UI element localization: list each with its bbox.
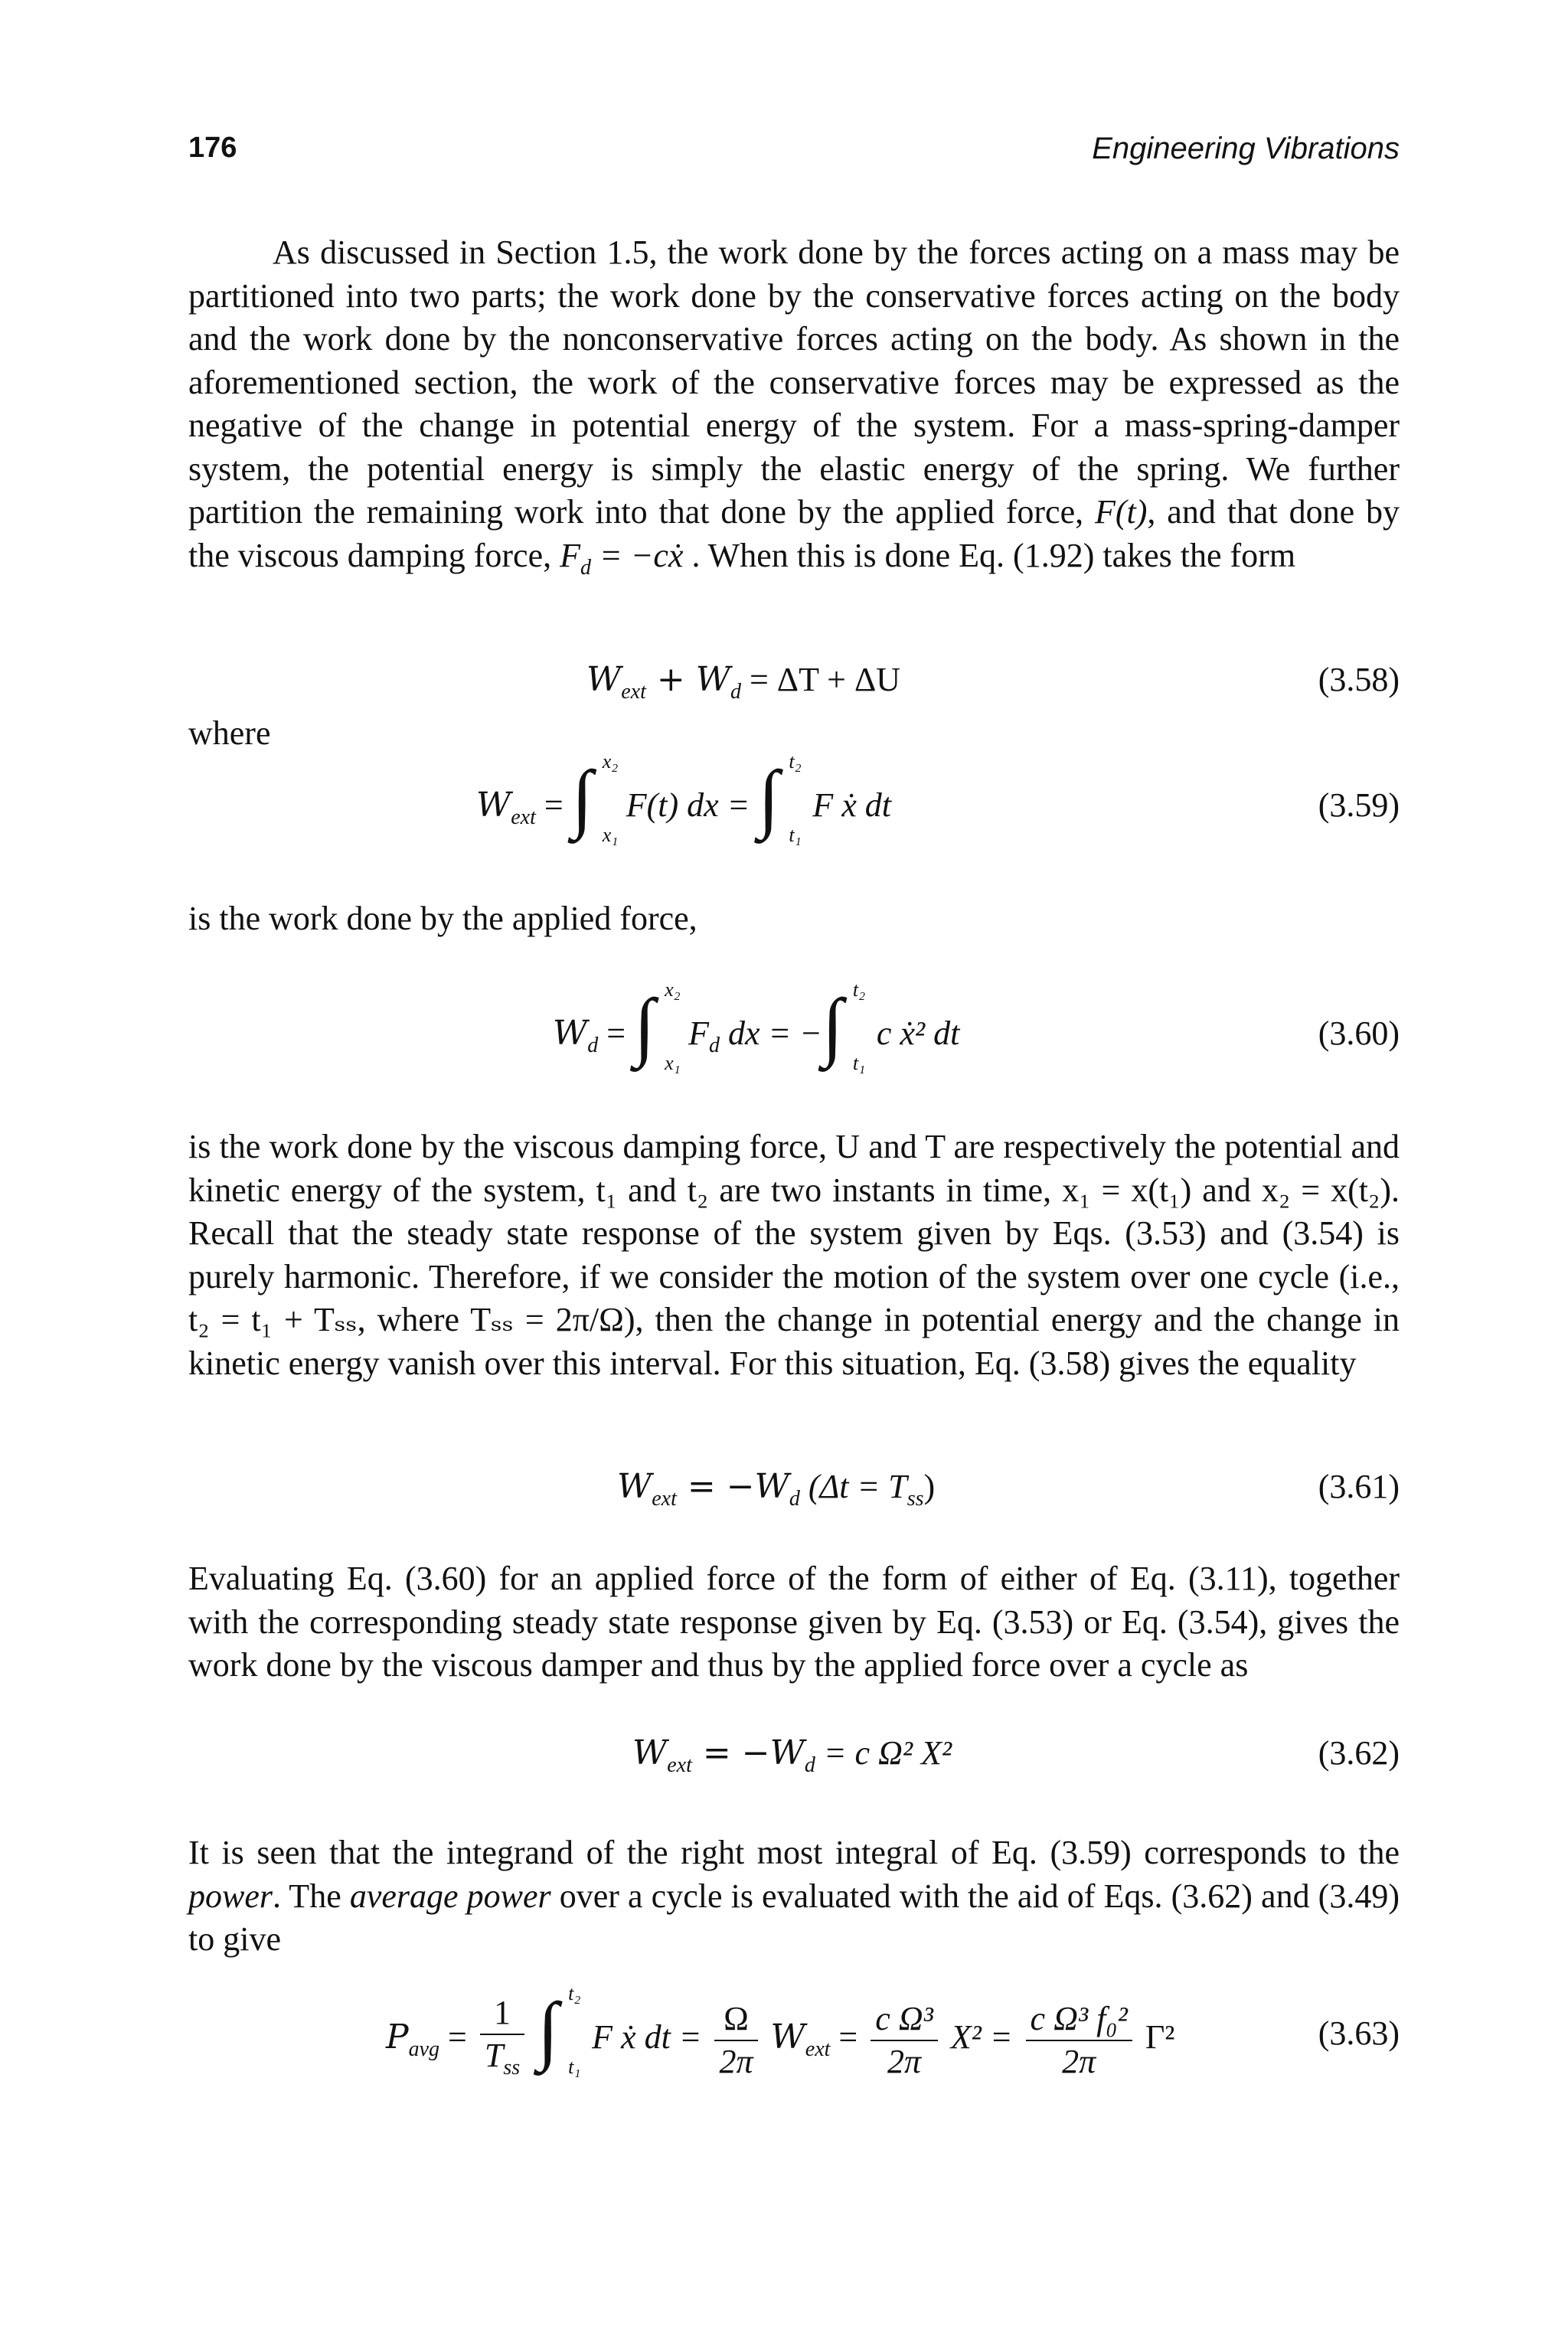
equation-number: (3.58) xyxy=(1318,661,1400,698)
paragraph-applied-force: is the work done by the applied force, xyxy=(188,900,697,937)
equation-number: (3.62) xyxy=(1318,1734,1400,1772)
equation-number: (3.63) xyxy=(1318,2014,1400,2052)
equation-3-59: $W_{ext}$ = ∫ x₂ x₁ F(t) dx = ∫ t₂ t₁ F ẋ dt (3.59) xyxy=(476,750,1400,846)
page-number: 176 xyxy=(188,132,237,164)
fraction-one-over-tss: $\frac{1}{T_{ss}}$ xyxy=(480,1992,524,2089)
paragraph-power: It is seen that the integrand of the right most integral of Eq. (3.59) corresponds to the power. The average power over a cycle is evaluated with the aid of Eqs. (3.62) and (3.49) to give xyxy=(188,1834,1400,1958)
integral-sign: ∫ x₂ x₁ xyxy=(634,979,681,1074)
running-title: Engineering Vibrations xyxy=(1092,132,1400,165)
fraction-omega-over-2pi: $\frac{\Omega}{2\pi}$ xyxy=(714,1998,757,2083)
paragraph-evaluating: Evaluating Eq. (3.60) for an applied force of the form of either of Eq. (3.11), together with the corresponding steady state response given by Eq. (3.53) or Eq. (3.54), gives the work done by the viscous damper and thus by the applied force over a cycle as xyxy=(188,1560,1400,1684)
equation-3-61: $W_{ext} = -W_d$ $(\Delta t = T_{ss})$ (3.61) xyxy=(617,1467,1400,1511)
integral-sign: ∫ t₂ t₁ xyxy=(822,979,866,1074)
equation-number: (3.60) xyxy=(1318,1014,1400,1052)
integral-sign: ∫ t₂ t₁ xyxy=(758,750,802,846)
equation-number: (3.59) xyxy=(1318,786,1400,824)
fraction-c-omega-f0: $\frac{\text{c Ω³ f₀²}}{2\pi}$ xyxy=(1026,1998,1132,2083)
equation-3-60: $W_d$ = ∫ x₂ x₁ $F_d$ dx = − ∫ t₂ t₁ c ẋ² dt (3.60) xyxy=(553,979,1400,1074)
integral-sign: ∫ x₂ x₁ xyxy=(571,750,619,846)
word-where: where xyxy=(188,714,271,752)
equation-number: (3.61) xyxy=(1318,1468,1400,1505)
fraction-c-omega-cubed: $\frac{\text{c Ω³}}{2\pi}$ xyxy=(871,1998,938,2083)
paragraph-intro: As discussed in Section 1.5, the work done by the forces acting on a mass may be partitioned into two parts; the work done by the conservative forces acting on the body and the work done by the nonconservative forces acting on the body. As shown in the aforementioned section, the work of the conservative forces may be expressed as the negative of the change in potential energy of the system. For a mass-spring-damper system, the potential energy is simply the elastic energy of the spring. We further partition the remaining work into that done by the applied force, F(t), and that done by the viscous damping force, $F_d$ = −cẋ . When this is done Eq. (1.92) takes the form xyxy=(188,234,1400,580)
equation-3-58: $W_{ext} + W_d = \Delta T + \Delta U$ (3.58) xyxy=(586,660,1400,704)
equation-3-62: $W_{ext} = -W_d = c$ Ω² X² (3.62) xyxy=(632,1733,1400,1777)
equation-3-63: $P_{avg}$ = $\frac{1}{T_{ss}}$ ∫ t₂ t₁ F ẋ dt = $\frac{\Omega}{2\pi}$ $W_{ext}$ = $\frac{\text{c Ω³}}{2\pi}$ X² = $\frac{\text{c Ω³ f₀²}}{2\pi}$ Γ² (3.63) xyxy=(188,1988,1400,2087)
paragraph-damping: is the work done by the viscous damping force, U and T are respectively the potential and kinetic energy of the system, t₁ and t₂ are two instants in time, x₁ = x(t₁) and x₂ = x(t₂). Recall that the steady state response of the system given by Eqs. (3.53) and (3.54) is purely harmonic. Therefore, if we consider the motion of the system over one cycle (i.e., t₂ = t₁ + Tₛₛ, where Tₛₛ = 2π/Ω), then the change in potential energy and the change in kinetic energy vanish over this interval. For this situation, Eq. (3.58) gives the equality xyxy=(188,1128,1400,1382)
integral-sign: ∫ t₂ t₁ xyxy=(537,1982,581,2078)
